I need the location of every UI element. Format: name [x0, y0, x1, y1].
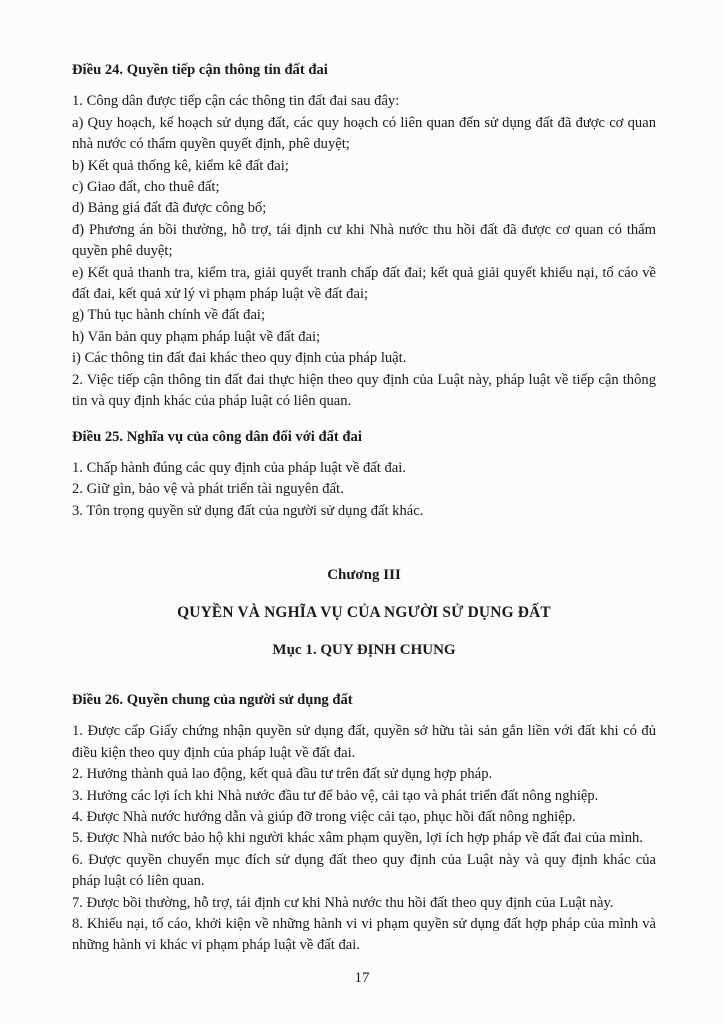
article-24-line: 2. Việc tiếp cận thông tin đất đai thực hiện theo quy định của Luật này, pháp luật về tiếp cận thông tin và quy định khác của pháp luật có liên quan. — [72, 371, 656, 410]
article-24-line: c) Giao đất, cho thuê đất; — [72, 179, 220, 196]
article-24-line: đ) Phương án bồi thường, hỗ trợ, tái định cư khi Nhà nước thu hồi đất đã được cơ quan có thẩm quyền phê duyệt; — [72, 221, 656, 260]
article-24-line: e) Kết quả thanh tra, kiểm tra, giải quyết tranh chấp đất đai; kết quả giải quyết khiếu nại, tố cáo về đất đai, kết quả xử lý vi phạm pháp luật về đất đai; — [72, 264, 656, 303]
page-number: 17 — [354, 970, 370, 986]
article-26-line: 4. Được Nhà nước hướng dẫn và giúp đỡ trong việc cải tạo, phục hồi đất nông nghiệp. — [72, 808, 576, 825]
article-25-line: 1. Chấp hành đúng các quy định của pháp luật về đất đai. — [72, 459, 406, 476]
article-26-line: 1. Được cấp Giấy chứng nhận quyền sử dụng đất, quyền sở hữu tài sản gắn liền với đất khi có đủ điều kiện theo quy định của pháp luật về đất đai. — [72, 723, 656, 761]
chapter-label: Chương III — [327, 567, 401, 584]
article-24-line: b) Kết quả thống kê, kiểm kê đất đai; — [72, 157, 289, 174]
chapter-title: QUYỀN VÀ NGHĨA VỤ CỦA NGƯỜI SỬ DỤNG ĐẤT — [177, 603, 551, 621]
article-26-line: 3. Hưởng các lợi ích khi Nhà nước đầu tư để bảo vệ, cải tạo và phát triển đất nông nghiệp. — [72, 787, 599, 804]
article-26-title: Điều 26. Quyền chung của người sử dụng đất — [72, 691, 353, 708]
article-26-line: 8. Khiếu nại, tố cáo, khởi kiện về những hành vi vi phạm quyền sử dụng đất hợp pháp của mình và những hành vi khác vi phạm pháp luật về đất đai. — [72, 915, 656, 954]
page-body — [72, 60, 656, 957]
article-25-title: Điều 25. Nghĩa vụ của công dân đối với đất đai — [72, 428, 362, 445]
article-25-line: 3. Tôn trọng quyền sử dụng đất của người sử dụng đất khác. — [72, 502, 424, 519]
article-26-line: 5. Được Nhà nước bảo hộ khi người khác xâm phạm quyền, lợi ích hợp pháp về đất đai của mình. — [72, 830, 643, 847]
article-24-line: a) Quy hoạch, kế hoạch sử dụng đất, các quy hoạch có liên quan đến sử dụng đất đã được cơ quan nhà nước có thẩm quyền quyết định, phê duyệt; — [72, 114, 656, 153]
article-24-line: d) Bảng giá đất đã được công bố; — [72, 200, 267, 217]
article-26-line: 2. Hưởng thành quả lao động, kết quả đầu tư trên đất sử dụng hợp pháp. — [72, 766, 493, 783]
article-26-line: 6. Được quyền chuyển mục đích sử dụng đất theo quy định của Luật này và quy định khác của pháp luật có liên quan. — [72, 851, 656, 890]
article-24-line: h) Văn bản quy phạm pháp luật về đất đai; — [72, 328, 321, 345]
article-24-line: g) Thủ tục hành chính về đất đai; — [72, 307, 266, 324]
article-26-line: 7. Được bồi thường, hỗ trợ, tái định cư khi Nhà nước thu hồi đất theo quy định của Luật này. — [72, 894, 614, 911]
article-24-line: i) Các thông tin đất đai khác theo quy định của pháp luật. — [72, 350, 407, 367]
section-title: Mục 1. QUY ĐỊNH CHUNG — [272, 641, 456, 658]
article-24-line: 1. Công dân được tiếp cận các thông tin đất đai sau đây: — [72, 93, 400, 110]
article-24-title: Điều 24. Quyền tiếp cận thông tin đất đai — [72, 62, 328, 78]
article-25-line: 2. Giữ gìn, bảo vệ và phát triển tài nguyên đất. — [72, 481, 344, 498]
